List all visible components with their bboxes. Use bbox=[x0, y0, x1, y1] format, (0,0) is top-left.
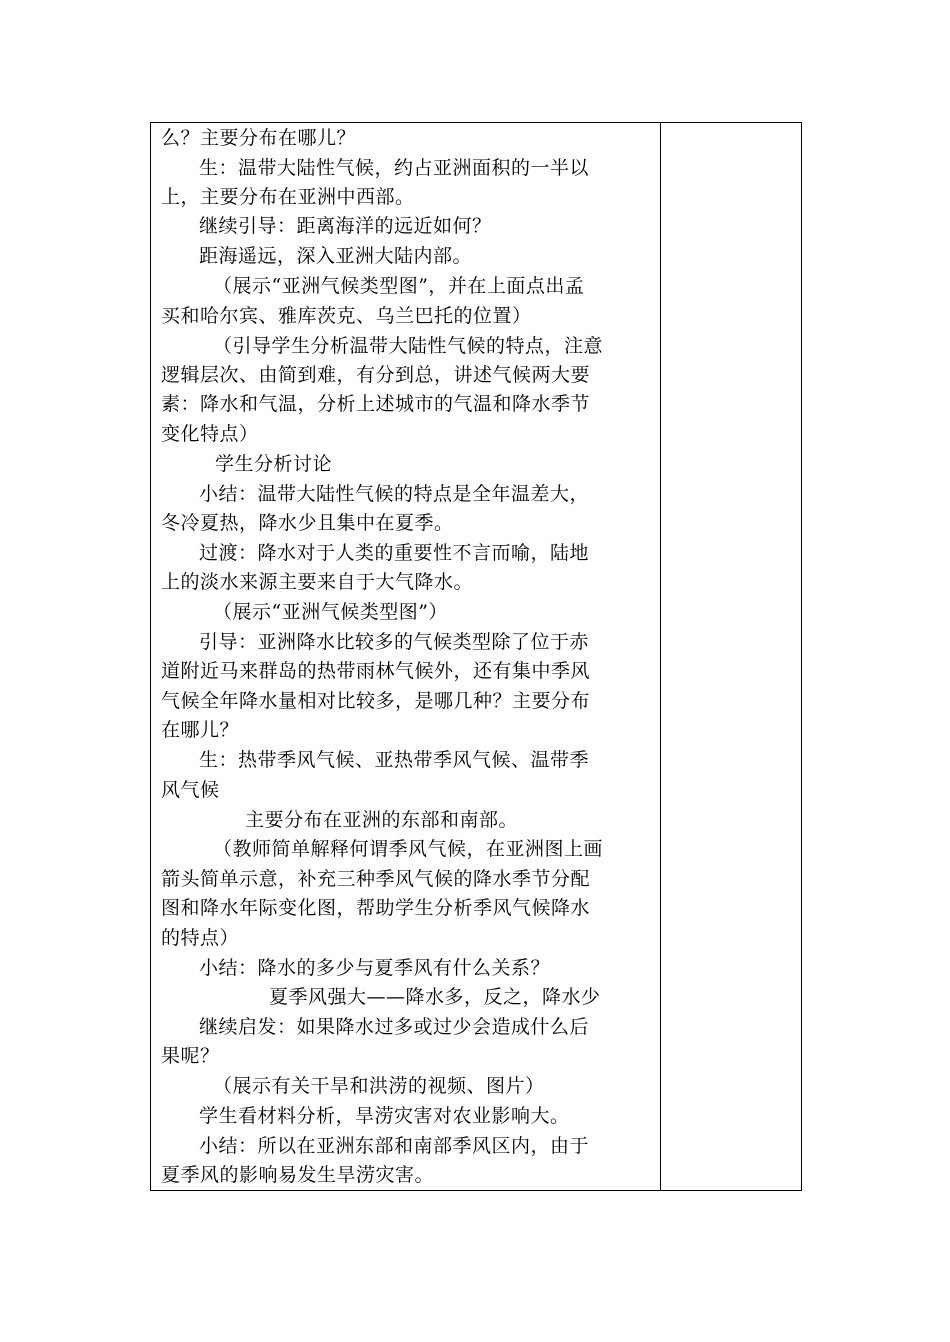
text-line: 气候全年降水量相对比较多，是哪几种？主要分布 bbox=[161, 690, 591, 712]
lesson-content-cell bbox=[151, 123, 661, 1190]
text-line: 风气候 bbox=[161, 779, 220, 801]
text-line: 生：热带季风气候、亚热带季风气候、温带季 bbox=[199, 749, 590, 771]
text-line: 小结：温带大陆性气候的特点是全年温差大， bbox=[199, 483, 590, 505]
text-line: 小结：降水的多少与夏季风有什么关系？ bbox=[199, 957, 551, 979]
text-line: 道附近马来群岛的热带雨林气候外，还有集中季风 bbox=[161, 660, 591, 682]
text-line: 在哪儿？ bbox=[161, 719, 240, 741]
text-line: 引导：亚洲降水比较多的气候类型除了位于赤 bbox=[199, 631, 590, 653]
text-line: 买和哈尔宾、雅库茨克、乌兰巴托的位置） bbox=[161, 305, 532, 327]
text-line: 距海遥远，深入亚洲大陆内部。 bbox=[199, 245, 473, 267]
text-line: 主要分布在亚洲的东部和南部。 bbox=[245, 809, 519, 831]
text-line: 过渡：降水对于人类的重要性不言而喻，陆地 bbox=[199, 542, 590, 564]
text-line: 小结：所以在亚洲东部和南部季风区内，由于 bbox=[199, 1135, 590, 1157]
text-line: 继续引导：距离海洋的远近如何？ bbox=[199, 215, 492, 237]
text-line: 么？主要分布在哪儿？ bbox=[161, 127, 357, 149]
text-line: 逻辑层次、由简到难，有分到总，讲述气候两大要 bbox=[161, 364, 591, 386]
text-line: 学生分析讨论 bbox=[215, 453, 333, 475]
text-line: 素：降水和气温，分析上述城市的气温和降水季节 bbox=[161, 393, 591, 415]
text-line: 上，主要分布在亚洲中西部。 bbox=[161, 186, 415, 208]
text-line: 生：温带大陆性气候，约占亚洲面积的一半以 bbox=[199, 157, 590, 179]
lesson-table bbox=[150, 122, 802, 1191]
text-line: （引导学生分析温带大陆性气候的特点，注意 bbox=[213, 335, 604, 357]
text-line: 的特点） bbox=[161, 927, 240, 949]
text-line: 上的淡水来源主要来自于大气降水。 bbox=[161, 571, 474, 593]
text-line: 箭头简单示意，补充三种季风气候的降水季节分配 bbox=[161, 868, 591, 890]
text-line: 继续启发：如果降水过多或过少会造成什么后 bbox=[199, 1016, 590, 1038]
text-line: 变化特点） bbox=[161, 423, 259, 445]
text-line: 冬冷夏热，降水少且集中在夏季。 bbox=[161, 512, 454, 534]
text-line: （展示“亚洲气候类型图”，并在上面点出孟 bbox=[213, 275, 585, 297]
text-line: （展示“亚洲气候类型图”） bbox=[213, 601, 448, 623]
text-line: 图和降水年际变化图，帮助学生分析季风气候降水 bbox=[161, 897, 591, 919]
text-line: 学生看材料分析，旱涝灾害对农业影响大。 bbox=[199, 1105, 570, 1127]
text-line: 果呢？ bbox=[161, 1045, 220, 1067]
text-line: （教师简单解释何谓季风气候，在亚洲图上画 bbox=[213, 838, 604, 860]
text-line: 夏季风的影响易发生旱涝灾害。 bbox=[161, 1164, 435, 1186]
notes-cell bbox=[661, 123, 801, 1190]
text-line: 夏季风强大——降水多，反之，降水少 bbox=[269, 986, 601, 1008]
text-line: （展示有关干旱和洪涝的视频、图片） bbox=[213, 1075, 545, 1097]
